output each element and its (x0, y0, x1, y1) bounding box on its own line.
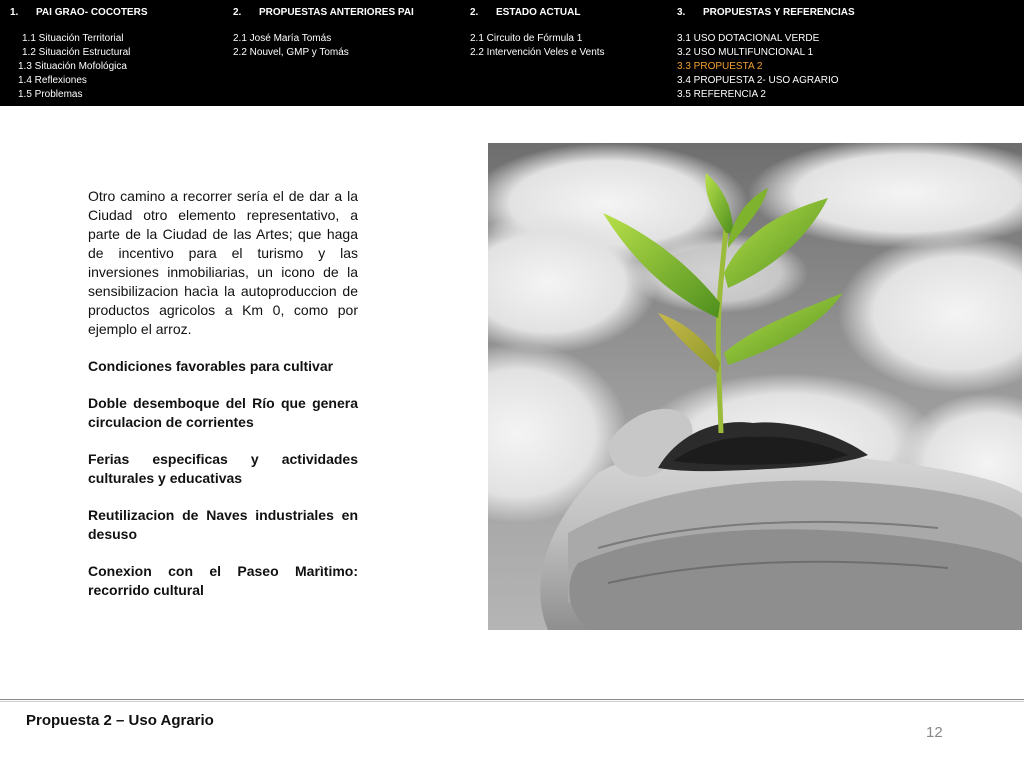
nav-item-jose-maria-tomas[interactable]: 2.1 José María Tomás (233, 33, 332, 44)
nav-item-veles-e-vents[interactable]: 2.2 Intervención Veles e Vents (470, 47, 605, 58)
nav-section-items (18, 32, 130, 102)
nav-item-uso-multifuncional-1[interactable]: 3.2 USO MULTIFUNCIONAL 1 (677, 47, 814, 58)
nav-section-heading[interactable] (10, 6, 147, 20)
nav-section-number: 1. (10, 7, 19, 18)
nav-section-items (233, 32, 349, 60)
nav-section-number: 2. (470, 7, 479, 18)
nav-section-number: 3. (677, 7, 686, 18)
nav-section-heading[interactable] (233, 6, 414, 20)
nav-section-heading[interactable] (470, 6, 580, 20)
footer-divider (0, 699, 1024, 700)
footer-divider-shadow (0, 701, 1024, 702)
point-condiciones-favorables: Condiciones favorables para cultivar (88, 358, 334, 374)
nav-item-situacion-morfologica[interactable]: 1.3 Situación Mofológica (18, 61, 127, 72)
nav-item-circuito-formula-1[interactable]: 2.1 Circuito de Fórmula 1 (470, 33, 583, 44)
nav-section-title: PAI GRAO- COCOTERS (36, 7, 148, 18)
point-reutilizacion-naves: Reutilizacion de Naves industriales en desuso (88, 507, 358, 542)
nav-item-situacion-estructural[interactable]: 1.2 Situación Estructural (22, 47, 131, 58)
point-doble-desemboque: Doble desemboque del Río que genera circulacion de corrientes (88, 395, 358, 430)
nav-item-situacion-territorial[interactable]: 1.1 Situación Territorial (22, 33, 124, 44)
nav-section-title: ESTADO ACTUAL (496, 7, 581, 18)
seedling-in-hands-illustration (488, 143, 1022, 630)
nav-item-uso-dotacional-verde[interactable]: 3.1 USO DOTACIONAL VERDE (677, 33, 820, 44)
nav-section-heading[interactable] (677, 6, 855, 20)
nav-section-title: PROPUESTAS ANTERIORES PAI (259, 7, 414, 18)
nav-section-number: 2. (233, 7, 242, 18)
intro-paragraph: Otro camino a recorrer sería el de dar a la Ciudad otro elemento representativo, a parte de la Ciudad de las Artes; que haga de incentivo para el turismo y las inversiones inmobiliarias, un icono de la sensibilizacion hacìa la autoproduccion de productos agricolos a Km 0, como por ejemplo el arroz. (88, 188, 358, 337)
seedling-in-hands-photo (488, 143, 1022, 630)
main-text-block (88, 187, 358, 618)
nav-section-title: PROPUESTAS Y REFERENCIAS (703, 7, 855, 18)
nav-item-propuesta-2-uso-agrario[interactable]: 3.4 PROPUESTA 2- USO AGRARIO (677, 75, 839, 86)
page-number: 12 (926, 724, 943, 741)
point-ferias-actividades: Ferias especificas y actividades culturales y educativas (88, 451, 358, 486)
footer-title: Propuesta 2 – Uso Agrario (26, 712, 214, 729)
nav-item-nouvel-gmp-tomas[interactable]: 2.2 Nouvel, GMP y Tomás (233, 47, 349, 58)
nav-item-referencia-2[interactable]: 3.5 REFERENCIA 2 (677, 89, 766, 100)
nav-item-reflexiones[interactable]: 1.4 Reflexiones (18, 75, 87, 86)
nav-item-problemas[interactable]: 1.5 Problemas (18, 89, 83, 100)
nav-section-items (470, 32, 605, 60)
top-navigation-bar (0, 0, 1024, 106)
nav-item-propuesta-2-active[interactable]: 3.3 PROPUESTA 2 (677, 61, 763, 72)
nav-section-items (677, 32, 839, 102)
point-conexion-paseo-maritimo: Conexion con el Paseo Marìtimo: recorrido cultural (88, 563, 358, 598)
